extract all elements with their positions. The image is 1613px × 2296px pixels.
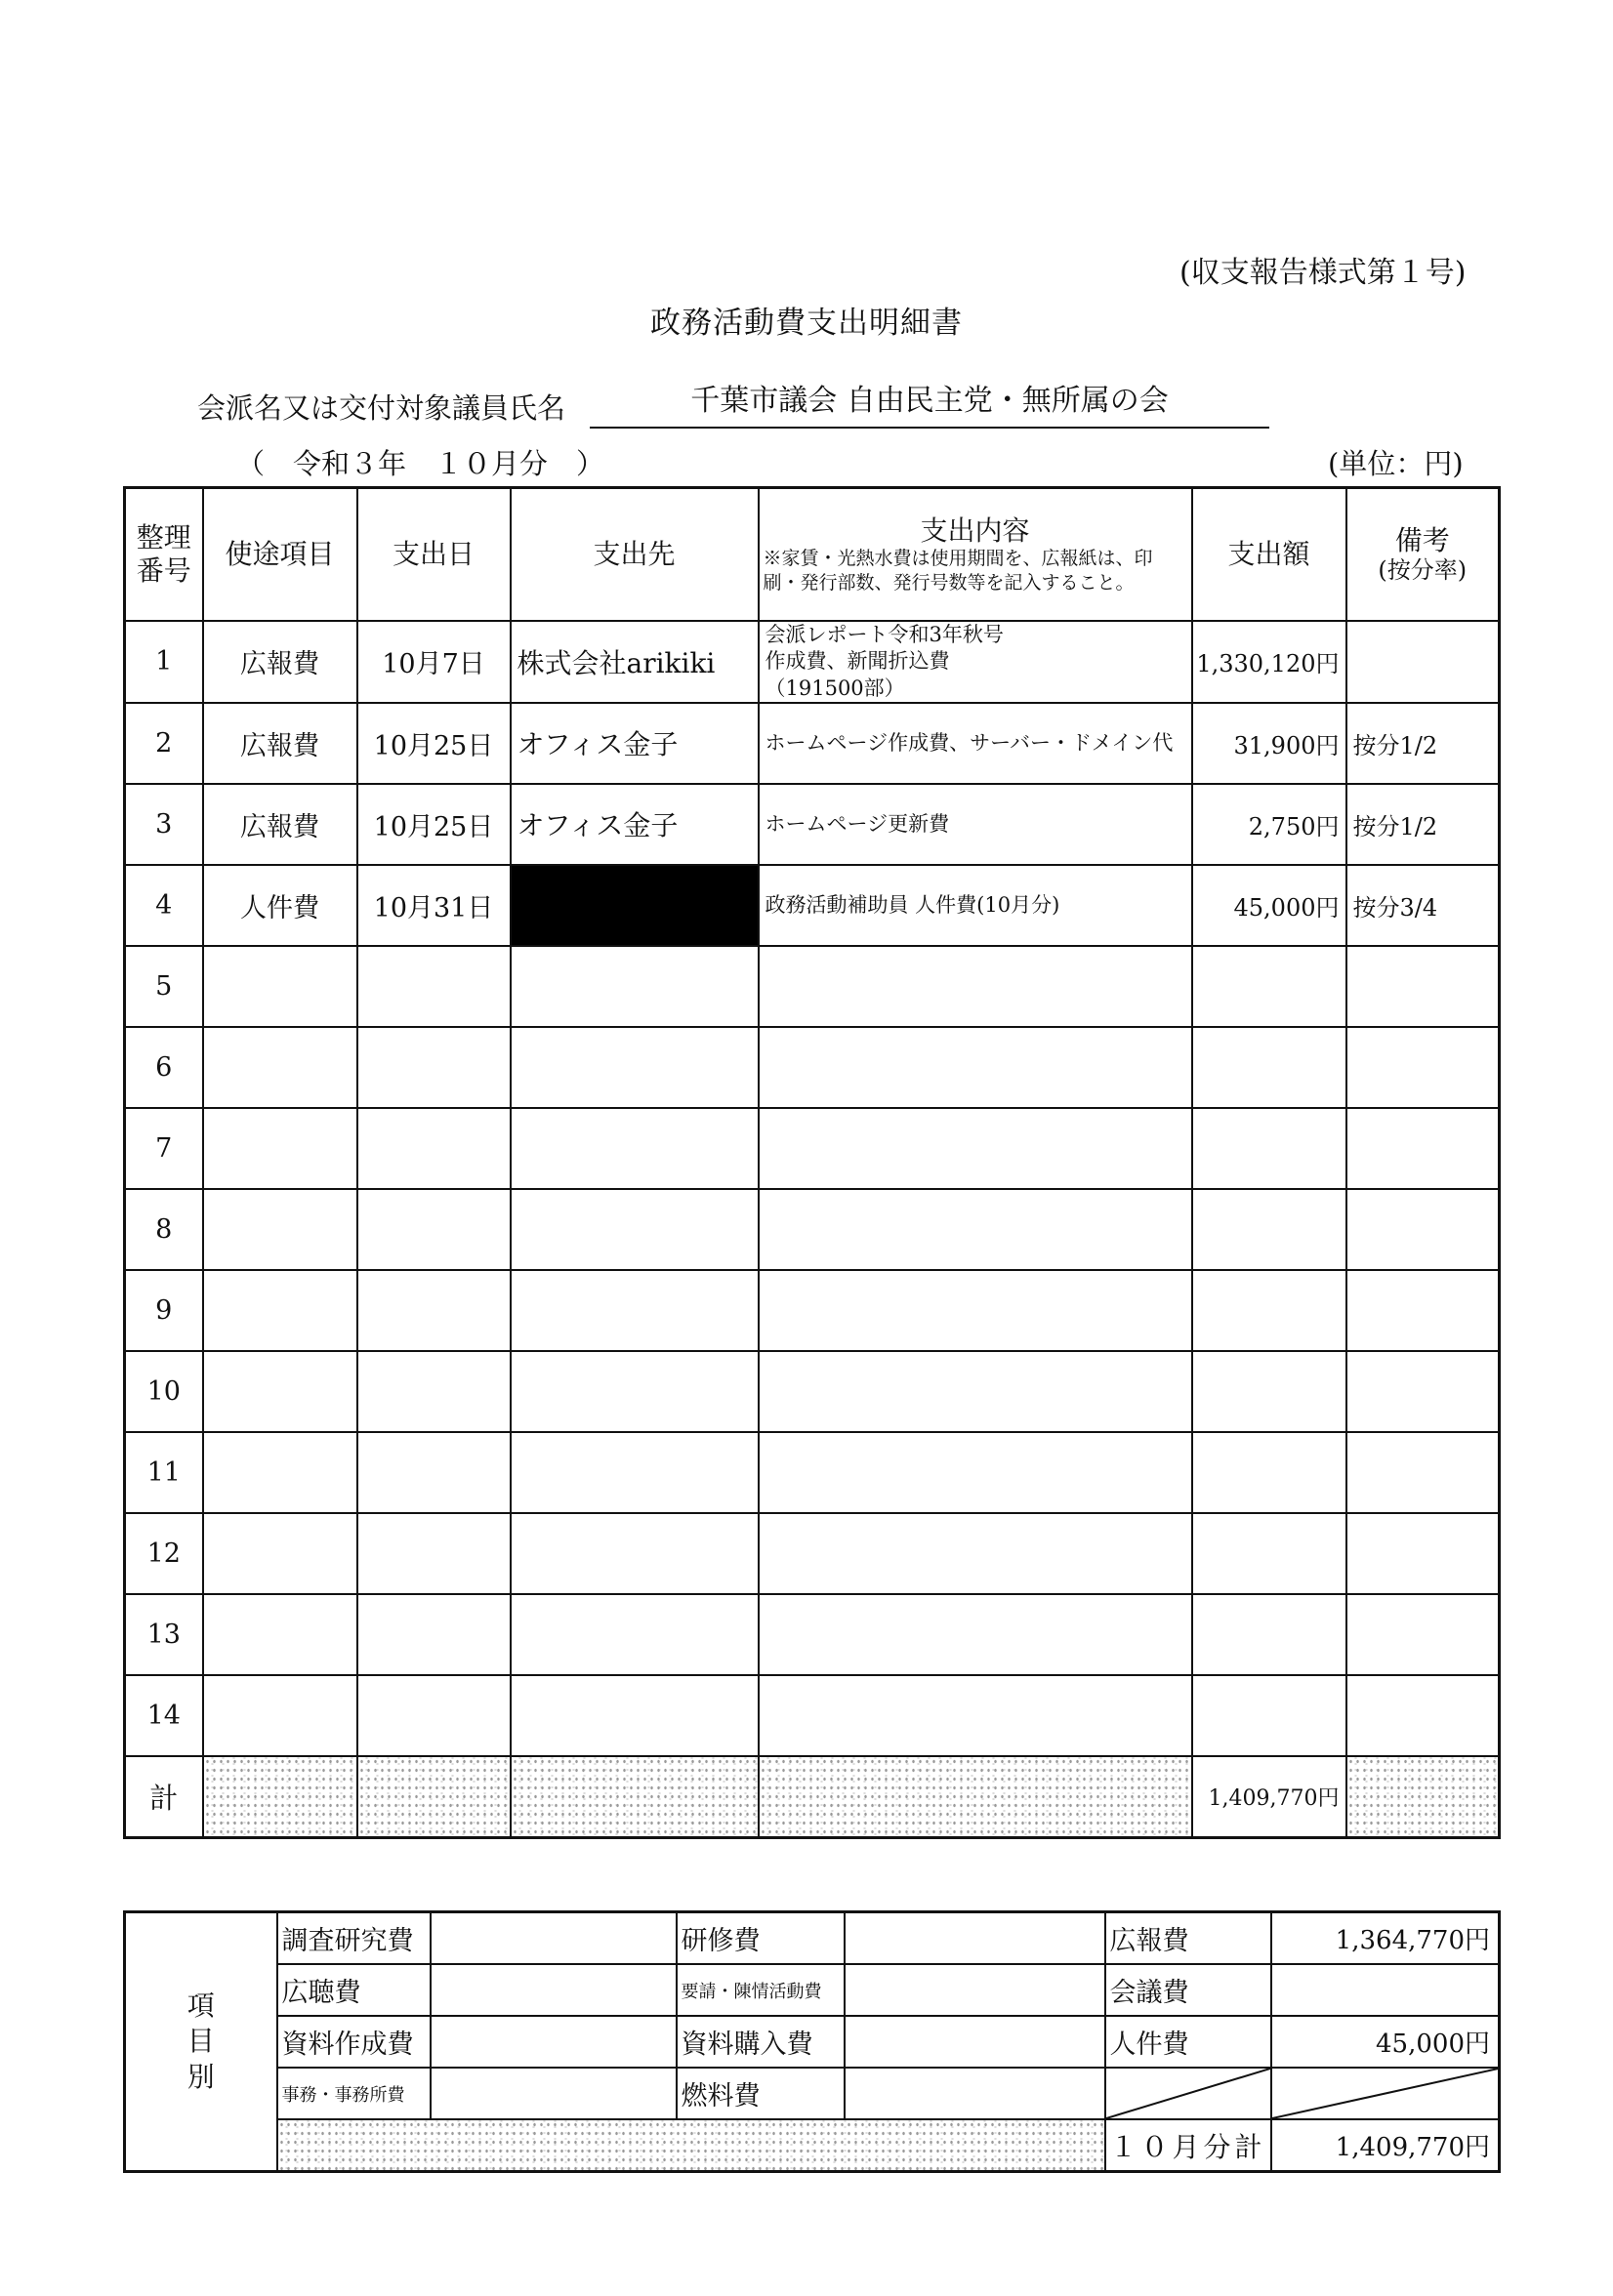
expense-date	[357, 1270, 511, 1351]
group-name-value: 千葉市議会 自由民主党・無所属の会	[590, 376, 1269, 429]
remarks: 按分3/4	[1346, 865, 1500, 946]
fuel-amount	[845, 2068, 1105, 2119]
row-number: 2	[125, 703, 203, 784]
usage-item	[203, 1027, 357, 1108]
payee: オフィス金子	[511, 703, 759, 784]
table-row	[125, 1432, 1500, 1513]
hearing-label: 広聴費	[277, 1964, 431, 2016]
expense-date	[357, 946, 511, 1027]
expenditure-table	[123, 486, 1501, 1839]
usage-item: 広報費	[203, 703, 357, 784]
personnel-amount: 45,000円	[1271, 2016, 1500, 2068]
row-number: 3	[125, 784, 203, 865]
header-remarks-cell	[1346, 488, 1500, 622]
expense-amount	[1192, 1432, 1346, 1513]
usage-item	[203, 946, 357, 1027]
payee	[511, 1027, 759, 1108]
month-total-label: １０月分計	[1105, 2119, 1271, 2172]
pr-label: 広報費	[1105, 1912, 1271, 1965]
expense-date	[357, 1594, 511, 1675]
header-item: 使途項目	[203, 488, 357, 622]
payee	[511, 1432, 759, 1513]
category-label: 項 目 別	[125, 1912, 277, 2172]
payee	[511, 946, 759, 1027]
expense-content	[759, 1675, 1192, 1756]
office-amount	[431, 2068, 677, 2119]
table-row	[125, 1108, 1500, 1189]
usage-item	[203, 1351, 357, 1432]
expense-date	[357, 1108, 511, 1189]
row-number: 10	[125, 1351, 203, 1432]
materials-purchase-label: 資料購入費	[677, 2016, 845, 2068]
total-blank-cell	[759, 1756, 1192, 1838]
usage-item	[203, 1189, 357, 1270]
remarks	[1346, 1270, 1500, 1351]
summary-blank-area	[277, 2119, 1105, 2172]
month-total-amount: 1,409,770円	[1271, 2119, 1500, 2172]
row-number: 14	[125, 1675, 203, 1756]
total-label: 計	[125, 1756, 203, 1838]
remarks	[1346, 1675, 1500, 1756]
remarks	[1346, 1108, 1500, 1189]
header-no: 整理 番号	[125, 488, 203, 622]
expense-amount	[1192, 1513, 1346, 1594]
table-header-row	[125, 488, 1500, 622]
usage-item	[203, 1270, 357, 1351]
total-blank-cell	[357, 1756, 511, 1838]
diagonal-blank-cell	[1271, 2068, 1500, 2119]
payee: 株式会社arikiki	[511, 621, 759, 703]
expense-date: 10月25日	[357, 784, 511, 865]
table-row	[125, 1027, 1500, 1108]
usage-item: 広報費	[203, 784, 357, 865]
remarks	[1346, 621, 1500, 703]
remarks	[1346, 1189, 1500, 1270]
expense-content	[759, 1270, 1192, 1351]
materials-making-label: 資料作成費	[277, 2016, 431, 2068]
expense-date	[357, 1432, 511, 1513]
fuel-label: 燃料費	[677, 2068, 845, 2119]
expense-amount	[1192, 1108, 1346, 1189]
row-number: 9	[125, 1270, 203, 1351]
remarks: 按分1/2	[1346, 703, 1500, 784]
table-row	[125, 1351, 1500, 1432]
row-number: 1	[125, 621, 203, 703]
header-remarks: 備考	[1394, 523, 1450, 556]
expense-amount: 1,330,120円	[1192, 621, 1346, 703]
row-number: 12	[125, 1513, 203, 1594]
expense-amount	[1192, 1027, 1346, 1108]
research-label: 調査研究費	[277, 1912, 431, 1965]
header-content: 支出内容	[920, 513, 1030, 547]
total-row	[125, 1756, 1500, 1838]
expense-date	[357, 1027, 511, 1108]
expense-content	[759, 1108, 1192, 1189]
petition-label: 要請・陳情活動費	[677, 1964, 845, 2016]
remarks	[1346, 1594, 1500, 1675]
table-row	[125, 1189, 1500, 1270]
usage-item: 広報費	[203, 621, 357, 703]
payee	[511, 1189, 759, 1270]
header-amount: 支出額	[1192, 488, 1346, 622]
category-summary-table	[123, 1910, 1501, 2173]
header-date: 支出日	[357, 488, 511, 622]
table-row	[125, 1270, 1500, 1351]
expense-content	[759, 1027, 1192, 1108]
usage-item	[203, 1108, 357, 1189]
header-content-cell	[759, 488, 1192, 622]
pr-amount: 1,364,770円	[1271, 1912, 1500, 1965]
petition-amount	[845, 1964, 1105, 2016]
row-number: 7	[125, 1108, 203, 1189]
payee	[511, 1270, 759, 1351]
expense-amount	[1192, 1270, 1346, 1351]
expense-amount: 45,000円	[1192, 865, 1346, 946]
remarks	[1346, 1432, 1500, 1513]
remarks	[1346, 1513, 1500, 1594]
row-number: 13	[125, 1594, 203, 1675]
expense-date	[357, 1351, 511, 1432]
total-blank-cell	[203, 1756, 357, 1838]
payee: オフィス金子	[511, 784, 759, 865]
meeting-amount	[1271, 1964, 1500, 2016]
document-title: 政務活動費支出明細書	[650, 306, 963, 341]
table-row	[125, 1513, 1500, 1594]
expense-content	[759, 1594, 1192, 1675]
table-row	[125, 1594, 1500, 1675]
payee	[511, 1675, 759, 1756]
header-content-note: ※家賃・光熱水費は使用期間を、広報紙は、印刷・発行部数、発行号数等を記入すること。	[763, 548, 1153, 594]
expense-content: ホームページ更新費	[759, 784, 1192, 865]
research-amount	[431, 1912, 677, 1965]
table-row	[125, 784, 1500, 865]
expense-date: 10月25日	[357, 703, 511, 784]
expense-date	[357, 1513, 511, 1594]
payee	[511, 1594, 759, 1675]
expense-content	[759, 1351, 1192, 1432]
remarks	[1346, 946, 1500, 1027]
training-label: 研修費	[677, 1912, 845, 1965]
report-period: （ 令和３年 １０月分 ）	[236, 447, 605, 480]
expense-content: 会派レポート令和3年秋号 作成費、新聞折込費 （191500部）	[759, 621, 1192, 703]
expense-amount: 2,750円	[1192, 784, 1346, 865]
table-row	[125, 621, 1500, 703]
expense-content	[759, 1513, 1192, 1594]
row-number: 11	[125, 1432, 203, 1513]
expense-amount	[1192, 1351, 1346, 1432]
expense-content	[759, 1432, 1192, 1513]
row-number: 8	[125, 1189, 203, 1270]
usage-item	[203, 1675, 357, 1756]
row-number: 6	[125, 1027, 203, 1108]
hearing-amount	[431, 1964, 677, 2016]
table-row	[125, 865, 1500, 946]
row-number: 5	[125, 946, 203, 1027]
payee	[511, 1351, 759, 1432]
table-row	[125, 1675, 1500, 1756]
expense-amount	[1192, 1189, 1346, 1270]
expense-date	[357, 1189, 511, 1270]
expense-amount	[1192, 946, 1346, 1027]
remarks: 按分1/2	[1346, 784, 1500, 865]
total-amount: 1,409,770円	[1192, 1756, 1346, 1838]
row-number: 4	[125, 865, 203, 946]
total-blank-cell	[1346, 1756, 1500, 1838]
training-amount	[845, 1912, 1105, 1965]
usage-item	[203, 1594, 357, 1675]
usage-item: 人件費	[203, 865, 357, 946]
table-row	[125, 703, 1500, 784]
expense-content: 政務活動補助員 人件費(10月分)	[759, 865, 1192, 946]
meeting-label: 会議費	[1105, 1964, 1271, 2016]
expense-amount	[1192, 1675, 1346, 1756]
usage-item	[203, 1513, 357, 1594]
materials-making-amount	[431, 2016, 677, 2068]
materials-purchase-amount	[845, 2016, 1105, 2068]
remarks	[1346, 1027, 1500, 1108]
payee	[511, 1513, 759, 1594]
redacted-payee	[511, 865, 759, 946]
unit-label: (単位：円)	[1328, 447, 1464, 480]
expense-amount: 31,900円	[1192, 703, 1346, 784]
group-name-label: 会派名又は交付対象議員氏名	[197, 391, 566, 425]
expense-content	[759, 946, 1192, 1027]
remarks	[1346, 1351, 1500, 1432]
expense-date: 10月7日	[357, 621, 511, 703]
header-payee: 支出先	[511, 488, 759, 622]
header-remarks-sub: (按分率)	[1378, 556, 1468, 585]
usage-item	[203, 1432, 357, 1513]
personnel-label: 人件費	[1105, 2016, 1271, 2068]
expense-content: ホームページ作成費、サーバー・ドメイン代	[759, 703, 1192, 784]
expense-content	[759, 1189, 1192, 1270]
payee	[511, 1108, 759, 1189]
expense-date	[357, 1675, 511, 1756]
diagonal-blank-cell	[1105, 2068, 1271, 2119]
expense-amount	[1192, 1594, 1346, 1675]
office-label: 事務・事務所費	[277, 2068, 431, 2119]
form-number: (収支報告様式第１号)	[1179, 256, 1467, 290]
total-blank-cell	[511, 1756, 759, 1838]
table-row	[125, 946, 1500, 1027]
expense-date: 10月31日	[357, 865, 511, 946]
